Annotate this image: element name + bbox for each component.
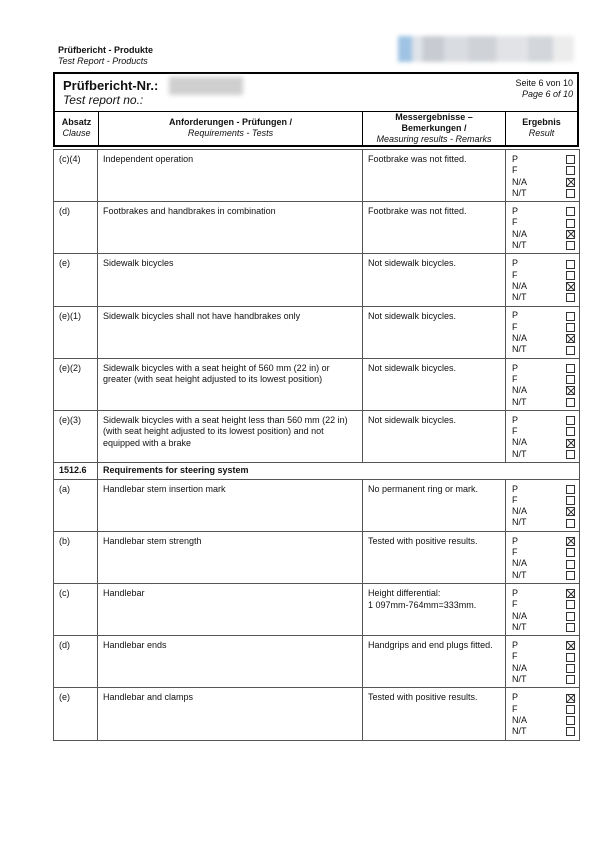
clause-cell: (c)(4)	[54, 150, 98, 202]
result-checkbox[interactable]	[566, 571, 575, 580]
remark-cell: Not sidewalk bicycles.	[363, 358, 506, 410]
result-option-label: N/T	[512, 396, 527, 407]
result-option	[512, 397, 575, 408]
result-checkbox[interactable]	[566, 166, 575, 175]
result-cell	[506, 306, 580, 358]
result-option	[512, 188, 575, 199]
column-header-measuring-results	[363, 111, 506, 145]
result-option	[512, 726, 575, 737]
remark-cell: No permanent ring or mark.	[363, 479, 506, 531]
column-req-de: Anforderungen - Prüfungen /	[169, 117, 292, 127]
table-row	[54, 636, 580, 688]
result-cell	[506, 254, 580, 306]
requirement-cell: Handlebar	[98, 584, 363, 636]
result-option-label: F	[512, 217, 518, 228]
header-title-en: Test Report - Products	[58, 56, 148, 66]
result-checkbox[interactable]	[566, 312, 575, 321]
result-checkbox[interactable]	[566, 293, 575, 302]
result-cell	[506, 479, 580, 531]
clause-cell: (c)	[54, 584, 98, 636]
result-option-label: F	[512, 703, 518, 714]
result-checkbox[interactable]	[566, 727, 575, 736]
result-option	[512, 177, 575, 188]
result-checkbox[interactable]	[566, 271, 575, 280]
document-header	[58, 45, 153, 67]
result-option-label: N/T	[512, 517, 527, 528]
result-checkbox[interactable]	[566, 675, 575, 684]
result-option	[512, 281, 575, 292]
result-option-label: N/A	[512, 385, 528, 396]
requirement-cell: Handlebar stem strength	[98, 531, 363, 583]
result-option	[512, 426, 575, 437]
requirement-cell: Handlebar and clamps	[98, 688, 363, 740]
result-option	[512, 374, 575, 385]
result-option-label: N/T	[512, 569, 527, 580]
result-option-label: N/A	[512, 333, 528, 344]
result-option	[512, 206, 575, 217]
result-option	[512, 229, 575, 240]
result-option-label: N/A	[512, 714, 528, 725]
result-option	[512, 495, 575, 506]
requirement-cell: Handlebar ends	[98, 636, 363, 688]
report-number-label-de: Prüfbericht-Nr.:	[63, 78, 159, 93]
result-checkbox[interactable]	[566, 323, 575, 332]
result-option	[512, 311, 575, 322]
result-option	[512, 536, 575, 547]
remark-cell: Handgrips and end plugs fitted.	[363, 636, 506, 688]
page-number-en: Page 6 of 10	[521, 89, 573, 99]
result-option	[512, 258, 575, 269]
result-checkbox[interactable]	[566, 427, 575, 436]
result-checkbox[interactable]	[566, 507, 575, 516]
result-checkbox[interactable]	[566, 485, 575, 494]
result-checkbox[interactable]	[566, 334, 575, 343]
column-header-result	[506, 111, 577, 145]
clause-cell: (e)(3)	[54, 410, 98, 462]
result-checkbox[interactable]	[566, 364, 575, 373]
result-option	[512, 292, 575, 303]
result-cell	[506, 150, 580, 202]
report-number-label-en: Test report no.:	[63, 93, 144, 107]
table-row	[54, 688, 580, 740]
redacted-logo	[398, 36, 574, 62]
result-option-label: P	[512, 587, 519, 598]
redacted-report-number	[169, 77, 243, 95]
result-checkbox[interactable]	[566, 282, 575, 291]
result-option-label: P	[512, 692, 519, 703]
remark-cell: Not sidewalk bicycles.	[363, 306, 506, 358]
result-option-label: F	[512, 426, 518, 437]
result-option	[512, 570, 575, 581]
result-option-label: N/A	[512, 280, 528, 291]
result-option-label: N/A	[512, 558, 528, 569]
result-option	[512, 165, 575, 176]
result-option	[512, 344, 575, 355]
column-header-clause	[55, 111, 99, 145]
result-cell	[506, 688, 580, 740]
result-option-label: F	[512, 321, 518, 332]
result-checkbox[interactable]	[566, 548, 575, 557]
result-checkbox[interactable]	[566, 155, 575, 164]
remark-cell: Height differential: 1 097mm-764mm=333mm.	[363, 584, 506, 636]
result-checkbox[interactable]	[566, 241, 575, 250]
report-header-box	[53, 72, 579, 147]
section-clause: 1512.6	[54, 463, 98, 480]
result-option	[512, 674, 575, 685]
result-checkbox[interactable]	[566, 207, 575, 216]
section-title: Requirements for steering system	[98, 463, 580, 480]
result-option	[512, 663, 575, 674]
result-checkbox[interactable]	[566, 653, 575, 662]
header-title-de: Prüfbericht - Produkte	[58, 45, 154, 55]
clause-cell: (d)	[54, 636, 98, 688]
result-option	[512, 415, 575, 426]
result-option-label: F	[512, 547, 518, 558]
result-option-label: N/T	[512, 448, 527, 459]
result-checkbox[interactable]	[566, 375, 575, 384]
result-checkbox[interactable]	[566, 346, 575, 355]
result-checkbox[interactable]	[566, 496, 575, 505]
page-info	[515, 78, 573, 100]
result-option-label: P	[512, 258, 519, 269]
result-cell	[506, 358, 580, 410]
result-option	[512, 270, 575, 281]
result-checkbox[interactable]	[566, 600, 575, 609]
result-option	[512, 484, 575, 495]
result-option-label: N/A	[512, 437, 528, 448]
result-option	[512, 518, 575, 529]
result-checkbox[interactable]	[566, 716, 575, 725]
result-option-label: N/T	[512, 187, 527, 198]
clause-cell: (d)	[54, 202, 98, 254]
result-option	[512, 322, 575, 333]
result-option	[512, 363, 575, 374]
result-option-label: N/T	[512, 673, 527, 684]
table-row	[54, 531, 580, 583]
result-checkbox[interactable]	[566, 537, 575, 546]
column-meas-en: Measuring results - Remarks	[376, 133, 492, 144]
result-checkbox[interactable]	[566, 519, 575, 528]
result-option	[512, 506, 575, 517]
result-option	[512, 611, 575, 622]
result-checkbox[interactable]	[566, 219, 575, 228]
result-option-label: P	[512, 206, 519, 217]
column-result-de: Ergebnis	[522, 117, 561, 127]
remark-cell: Tested with positive results.	[363, 688, 506, 740]
result-cell	[506, 584, 580, 636]
remark-cell: Footbrake was not fitted.	[363, 202, 506, 254]
result-option-label: P	[512, 640, 519, 651]
result-cell	[506, 410, 580, 462]
table-row	[54, 479, 580, 531]
result-option	[512, 599, 575, 610]
clause-cell: (e)(2)	[54, 358, 98, 410]
result-checkbox[interactable]	[566, 664, 575, 673]
result-option-label: P	[512, 362, 519, 373]
requirement-cell: Sidewalk bicycles shall not have handbrakes only	[98, 306, 363, 358]
clause-cell: (b)	[54, 531, 98, 583]
result-option-label: N/A	[512, 662, 528, 673]
result-checkbox[interactable]	[566, 694, 575, 703]
result-option-label: N/T	[512, 726, 527, 737]
column-req-en: Requirements - Tests	[187, 128, 274, 138]
result-option	[512, 449, 575, 460]
results-table-body	[54, 150, 580, 741]
result-option	[512, 547, 575, 558]
result-option-label: F	[512, 494, 518, 505]
result-option	[512, 333, 575, 344]
result-option	[512, 640, 575, 651]
result-option	[512, 558, 575, 569]
result-option-label: N/A	[512, 506, 528, 517]
result-checkbox[interactable]	[566, 189, 575, 198]
clause-cell: (e)	[54, 688, 98, 740]
requirement-cell: Handlebar stem insertion mark	[98, 479, 363, 531]
result-checkbox[interactable]	[566, 560, 575, 569]
column-meas-de-1: Messergebnisse –	[395, 111, 473, 122]
requirement-cell: Independent operation	[98, 150, 363, 202]
result-option-label: N/A	[512, 176, 528, 187]
section-row	[54, 463, 580, 480]
table-row	[54, 150, 580, 202]
result-checkbox[interactable]	[566, 623, 575, 632]
result-option	[512, 692, 575, 703]
result-option	[512, 588, 575, 599]
result-option	[512, 651, 575, 662]
result-option-label: N/T	[512, 292, 527, 303]
result-checkbox[interactable]	[566, 386, 575, 395]
clause-cell: (a)	[54, 479, 98, 531]
page-number-de: Seite 6 von 10	[515, 78, 573, 88]
clause-cell: (e)(1)	[54, 306, 98, 358]
result-checkbox[interactable]	[566, 398, 575, 407]
result-checkbox[interactable]	[566, 612, 575, 621]
result-checkbox[interactable]	[566, 641, 575, 650]
result-option-label: N/T	[512, 344, 527, 355]
result-checkbox[interactable]	[566, 450, 575, 459]
result-option-label: F	[512, 165, 518, 176]
table-row	[54, 358, 580, 410]
result-option-label: P	[512, 153, 519, 164]
result-cell	[506, 531, 580, 583]
table-row	[54, 202, 580, 254]
result-cell	[506, 636, 580, 688]
table-row	[54, 410, 580, 462]
result-checkbox[interactable]	[566, 260, 575, 269]
result-option-label: N/T	[512, 239, 527, 250]
result-checkbox[interactable]	[566, 589, 575, 598]
requirement-cell: Sidewalk bicycles	[98, 254, 363, 306]
result-option-label: F	[512, 599, 518, 610]
results-table	[53, 149, 580, 741]
result-option-label: P	[512, 535, 519, 546]
remark-cell: Tested with positive results.	[363, 531, 506, 583]
remark-cell: Not sidewalk bicycles.	[363, 254, 506, 306]
result-option-label: F	[512, 651, 518, 662]
requirement-cell: Sidewalk bicycles with a seat height of 560 mm (22 in) or greater (with seat height adjusted to its lowest position)	[98, 358, 363, 410]
column-clause-en: Clause	[62, 128, 91, 138]
result-option-label: N/A	[512, 610, 528, 621]
column-result-en: Result	[528, 128, 555, 138]
result-checkbox[interactable]	[566, 178, 575, 187]
column-clause-de: Absatz	[61, 117, 92, 127]
result-checkbox[interactable]	[566, 705, 575, 714]
result-option	[512, 622, 575, 633]
result-option-label: N/T	[512, 621, 527, 632]
remark-cell: Footbrake was not fitted.	[363, 150, 506, 202]
result-option-label: P	[512, 414, 519, 425]
result-option-label: F	[512, 269, 518, 280]
column-header-requirements	[99, 111, 363, 145]
result-checkbox[interactable]	[566, 230, 575, 239]
result-option-label: F	[512, 373, 518, 384]
requirement-cell: Footbrakes and handbrakes in combination	[98, 202, 363, 254]
result-option	[512, 240, 575, 251]
result-option-label: P	[512, 310, 519, 321]
table-row	[54, 306, 580, 358]
result-option-label: P	[512, 483, 519, 494]
result-checkbox[interactable]	[566, 416, 575, 425]
result-option	[512, 704, 575, 715]
result-option	[512, 715, 575, 726]
table-row	[54, 254, 580, 306]
result-option	[512, 154, 575, 165]
result-option	[512, 217, 575, 228]
requirement-cell: Sidewalk bicycles with a seat height less than 560 mm (22 in) (with seat height adjusted to its lowest position) and not equipped with a brake	[98, 410, 363, 462]
clause-cell: (e)	[54, 254, 98, 306]
result-option	[512, 438, 575, 449]
table-row	[54, 584, 580, 636]
remark-cell: Not sidewalk bicycles.	[363, 410, 506, 462]
column-meas-de-2: Bemerkungen /	[401, 122, 467, 133]
result-option	[512, 385, 575, 396]
result-checkbox[interactable]	[566, 439, 575, 448]
result-cell	[506, 202, 580, 254]
result-option-label: N/A	[512, 228, 528, 239]
